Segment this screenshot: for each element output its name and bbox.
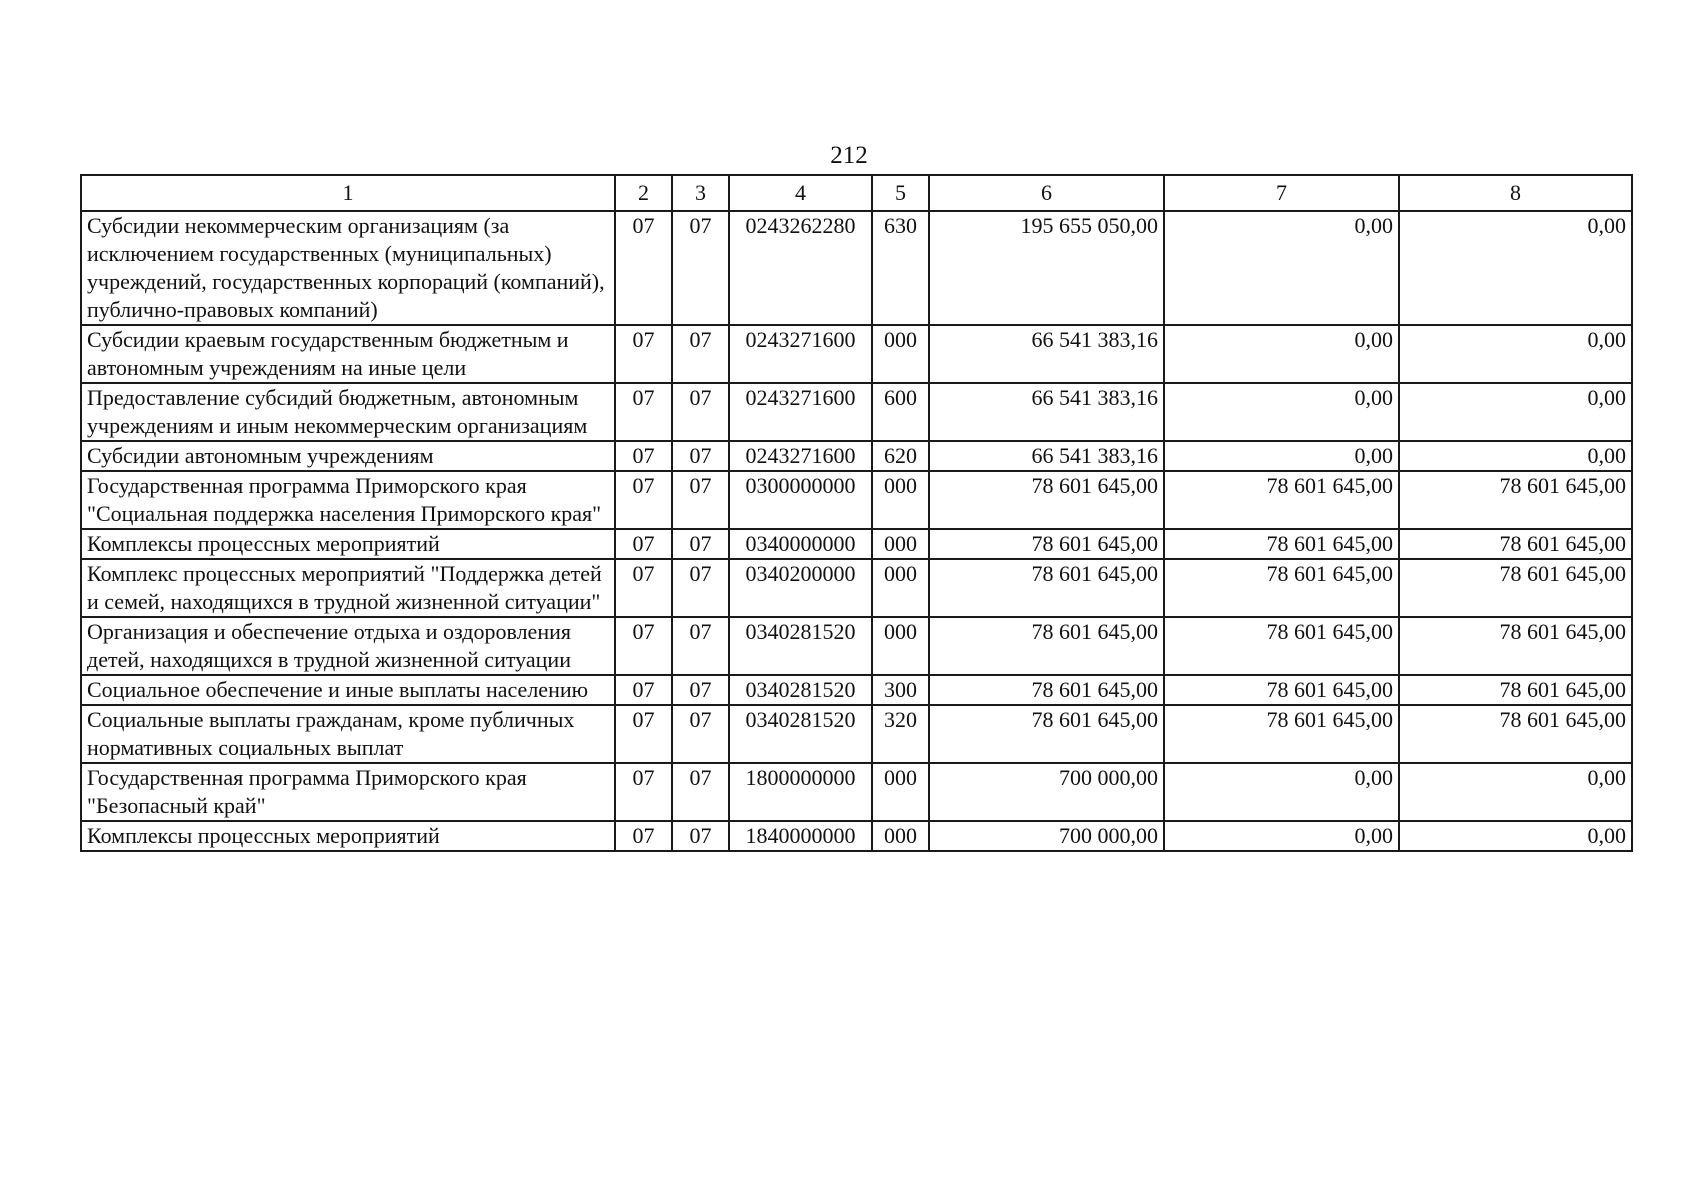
cell-amount-year-2: 78 601 645,00	[1164, 559, 1399, 617]
cell-expense-type: 000	[872, 529, 929, 559]
cell-amount-year-3: 0,00	[1399, 325, 1632, 383]
cell-expense-type: 320	[872, 705, 929, 763]
cell-target-article: 0300000000	[729, 471, 872, 529]
cell-expense-type: 620	[872, 441, 929, 471]
cell-name: Комплексы процессных мероприятий	[81, 529, 615, 559]
cell-subsection: 07	[672, 675, 729, 705]
cell-target-article: 0243262280	[729, 211, 872, 325]
cell-section: 07	[615, 559, 672, 617]
cell-section: 07	[615, 763, 672, 821]
table-row	[81, 617, 1632, 675]
cell-subsection: 07	[672, 821, 729, 851]
cell-expense-type: 300	[872, 675, 929, 705]
cell-amount-year-2: 78 601 645,00	[1164, 471, 1399, 529]
cell-name: Субсидии автономным учреждениям	[81, 441, 615, 471]
cell-amount-year-2: 78 601 645,00	[1164, 529, 1399, 559]
cell-target-article: 0340281520	[729, 675, 872, 705]
cell-amount-year-3: 0,00	[1399, 211, 1632, 325]
cell-amount-year-3: 0,00	[1399, 763, 1632, 821]
cell-section: 07	[615, 617, 672, 675]
cell-amount-year-1: 700 000,00	[929, 821, 1164, 851]
cell-amount-year-2: 0,00	[1164, 383, 1399, 441]
page-number	[0, 142, 1698, 170]
cell-amount-year-3: 78 601 645,00	[1399, 559, 1632, 617]
cell-amount-year-2: 0,00	[1164, 211, 1399, 325]
cell-amount-year-3: 78 601 645,00	[1399, 529, 1632, 559]
cell-subsection: 07	[672, 617, 729, 675]
cell-target-article: 0340000000	[729, 529, 872, 559]
cell-amount-year-3: 78 601 645,00	[1399, 617, 1632, 675]
cell-amount-year-1: 66 541 383,16	[929, 383, 1164, 441]
cell-amount-year-2: 0,00	[1164, 441, 1399, 471]
table-row	[81, 821, 1632, 851]
cell-section: 07	[615, 441, 672, 471]
cell-subsection: 07	[672, 441, 729, 471]
cell-amount-year-1: 78 601 645,00	[929, 675, 1164, 705]
cell-amount-year-3: 78 601 645,00	[1399, 471, 1632, 529]
table-row	[81, 211, 1632, 325]
cell-amount-year-3: 0,00	[1399, 441, 1632, 471]
cell-expense-type: 600	[872, 383, 929, 441]
cell-name: Субсидии некоммерческим организациям (за исключением государственных (муниципальных) учреждений, государственных корпораций (компаний), публично-правовых компаний)	[81, 211, 615, 325]
cell-amount-year-3: 0,00	[1399, 383, 1632, 441]
cell-name: Субсидии краевым государственным бюджетным и автономным учреждениям на иные цели	[81, 325, 615, 383]
cell-name: Комплекс процессных мероприятий "Поддержка детей и семей, находящихся в трудной жизненной ситуации"	[81, 559, 615, 617]
cell-amount-year-1: 78 601 645,00	[929, 559, 1164, 617]
cell-name: Социальное обеспечение и иные выплаты населению	[81, 675, 615, 705]
header-col-5: 5	[872, 175, 929, 211]
cell-amount-year-1: 78 601 645,00	[929, 617, 1164, 675]
table-body	[81, 211, 1632, 851]
cell-amount-year-2: 0,00	[1164, 763, 1399, 821]
cell-target-article: 0243271600	[729, 441, 872, 471]
cell-target-article: 0340200000	[729, 559, 872, 617]
cell-amount-year-1: 700 000,00	[929, 763, 1164, 821]
cell-subsection: 07	[672, 471, 729, 529]
cell-amount-year-1: 195 655 050,00	[929, 211, 1164, 325]
cell-section: 07	[615, 821, 672, 851]
cell-amount-year-1: 78 601 645,00	[929, 705, 1164, 763]
budget-table	[80, 174, 1633, 852]
cell-section: 07	[615, 529, 672, 559]
header-col-4: 4	[729, 175, 872, 211]
cell-expense-type: 630	[872, 211, 929, 325]
table-row	[81, 675, 1632, 705]
header-col-8: 8	[1399, 175, 1632, 211]
cell-amount-year-3: 78 601 645,00	[1399, 705, 1632, 763]
cell-amount-year-1: 66 541 383,16	[929, 441, 1164, 471]
cell-expense-type: 000	[872, 559, 929, 617]
cell-expense-type: 000	[872, 763, 929, 821]
cell-amount-year-2: 78 601 645,00	[1164, 675, 1399, 705]
table-row	[81, 471, 1632, 529]
cell-target-article: 0243271600	[729, 383, 872, 441]
header-row	[81, 175, 1632, 211]
cell-amount-year-1: 78 601 645,00	[929, 529, 1164, 559]
cell-subsection: 07	[672, 529, 729, 559]
cell-amount-year-2: 78 601 645,00	[1164, 705, 1399, 763]
cell-name: Государственная программа Приморского края "Социальная поддержка населения Приморского края"	[81, 471, 615, 529]
table-row	[81, 763, 1632, 821]
cell-subsection: 07	[672, 211, 729, 325]
cell-section: 07	[615, 211, 672, 325]
cell-subsection: 07	[672, 559, 729, 617]
cell-amount-year-3: 78 601 645,00	[1399, 675, 1632, 705]
header-col-7: 7	[1164, 175, 1399, 211]
cell-section: 07	[615, 325, 672, 383]
cell-amount-year-1: 66 541 383,16	[929, 325, 1164, 383]
cell-section: 07	[615, 705, 672, 763]
table-row	[81, 383, 1632, 441]
cell-amount-year-2: 0,00	[1164, 821, 1399, 851]
table-row	[81, 559, 1632, 617]
cell-name: Предоставление субсидий бюджетным, автономным учреждениям и иным некоммерческим организациям	[81, 383, 615, 441]
header-col-6: 6	[929, 175, 1164, 211]
header-col-1: 1	[81, 175, 615, 211]
cell-amount-year-3: 0,00	[1399, 821, 1632, 851]
cell-subsection: 07	[672, 325, 729, 383]
cell-subsection: 07	[672, 705, 729, 763]
cell-amount-year-2: 78 601 645,00	[1164, 617, 1399, 675]
cell-section: 07	[615, 675, 672, 705]
cell-name: Государственная программа Приморского края "Безопасный край"	[81, 763, 615, 821]
cell-name: Организация и обеспечение отдыха и оздоровления детей, находящихся в трудной жизненной ситуации	[81, 617, 615, 675]
cell-subsection: 07	[672, 763, 729, 821]
cell-expense-type: 000	[872, 325, 929, 383]
cell-expense-type: 000	[872, 617, 929, 675]
header-col-3: 3	[672, 175, 729, 211]
table-row	[81, 441, 1632, 471]
cell-section: 07	[615, 471, 672, 529]
cell-section: 07	[615, 383, 672, 441]
cell-amount-year-2: 0,00	[1164, 325, 1399, 383]
cell-amount-year-1: 78 601 645,00	[929, 471, 1164, 529]
header-col-2: 2	[615, 175, 672, 211]
cell-subsection: 07	[672, 383, 729, 441]
table-row	[81, 705, 1632, 763]
cell-target-article: 0340281520	[729, 617, 872, 675]
cell-name: Социальные выплаты гражданам, кроме публичных нормативных социальных выплат	[81, 705, 615, 763]
cell-expense-type: 000	[872, 471, 929, 529]
cell-target-article: 1800000000	[729, 763, 872, 821]
cell-target-article: 0340281520	[729, 705, 872, 763]
table-row	[81, 325, 1632, 383]
page-number-text: 212	[830, 142, 868, 169]
cell-name: Комплексы процессных мероприятий	[81, 821, 615, 851]
cell-target-article: 0243271600	[729, 325, 872, 383]
cell-expense-type: 000	[872, 821, 929, 851]
table-row	[81, 529, 1632, 559]
cell-target-article: 1840000000	[729, 821, 872, 851]
